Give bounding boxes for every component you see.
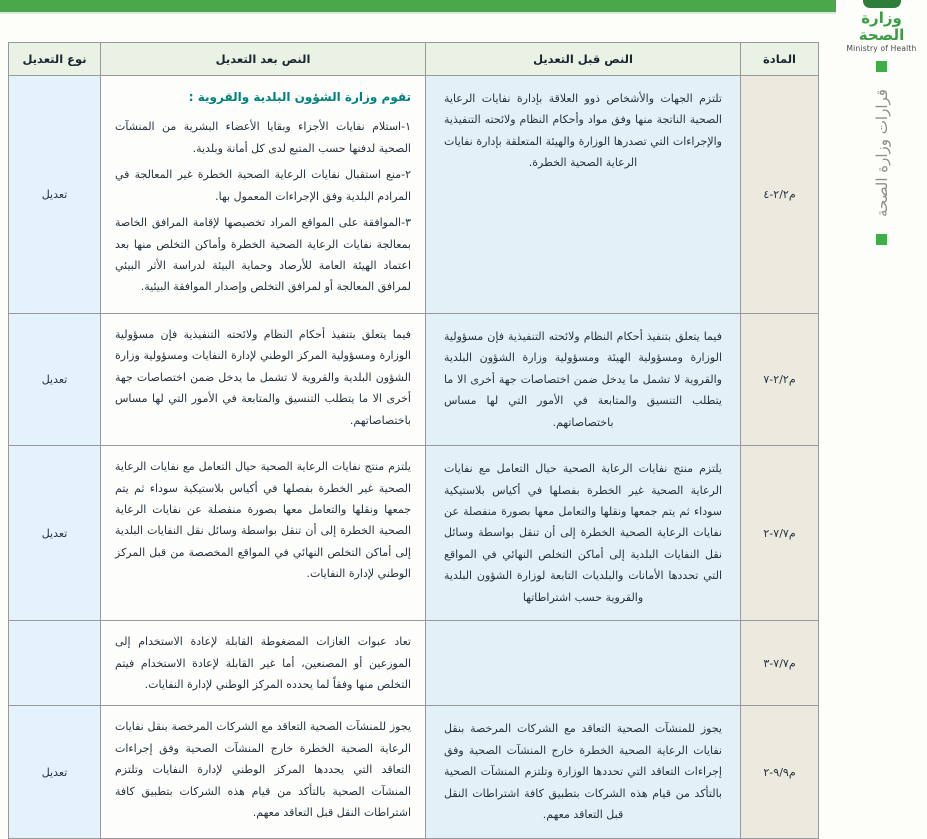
after-text-item: ٢-منع استقبال نفايات الرعاية الصحية الخطرة غير المعالجة في المرادم البلدية وفق الإجراءات المعمول بها. [115, 168, 411, 203]
table-row [9, 446, 819, 621]
text-before-amendment: فيما يتعلق بتنفيذ أحكام النظام ولائحته التنفيذية فإن مسؤولية الوزارة ومسؤولية الهيئة ومسؤولية وزارة الشؤون البلدية والقروية لا تشمل ما يدخل ضمن اختصاصات جهة أخرى الا ما يتطلب التنسيق والمتابعة في الأمور التي لها مساس باختصاصاتهم. [426, 313, 741, 445]
text-after-amendment [101, 76, 426, 314]
ministry-name-english: Ministry of Health [846, 44, 917, 53]
table-row [9, 76, 819, 314]
after-text-item: ١-استلام نفايات الأجزاء وبقايا الأعضاء البشرية من المنشآت الصحية لدفنها حسب المتبع لدى كل أمانة وبلدية. [115, 120, 411, 155]
article-number: م٧/٧-٢ [741, 446, 819, 621]
table-row [9, 313, 819, 445]
branding-sidebar [836, 0, 927, 690]
green-square-bottom [876, 234, 887, 245]
amendment-type: تعديل [9, 313, 101, 445]
article-number: م٧/٧-٣ [741, 621, 819, 706]
amendments-table [8, 42, 819, 839]
text-before-amendment: تلتزم الجهات والأشخاص ذوو العلاقة بإدارة نفايات الرعاية الصحية الناتجة منها وفق مواد وأحكام النظام ولائحته التنفيذية والإجراءات التي تصدرها الوزارة والهيئة المتعلقة بإدارة نفايات الرعاية الصحية الخطرة. [426, 76, 741, 314]
text-before-amendment: يجوز للمنشآت الصحية التعاقد مع الشركات المرخصة بنقل نفايات الرعاية الصحية الخطرة خارج المنشآت الصحية وفق إجراءات التعاقد التي تحددها الوزارة وتلتزم المنشآت الصحية بالتأكد من قيام هذه الشركات بتطبيق كافة اشتراطات النقل قبل التعاقد معهم. [426, 706, 741, 838]
article-number: م٩/٩-٢ [741, 706, 819, 838]
top-green-bar [0, 0, 836, 14]
ministry-name-arabic: وزارة الصحة [858, 9, 905, 44]
amendment-type: تعديل [9, 76, 101, 314]
amendment-type [9, 621, 101, 706]
header-article: المادة [741, 43, 819, 76]
article-number: م٢/٢-٤ [741, 76, 819, 314]
text-after-amendment: تعاد عبوات الغازات المضغوطة القابلة لإعادة الاستخدام إلى الموزعين أو المصنعين، أما غير القابلة لإعادة الاستخدام فيتم التخلص منها وفقاً لما يحدده المركز الوطني لإدارة النفايات. [101, 621, 426, 706]
text-after-amendment: يجوز للمنشآت الصحية التعاقد مع الشركات المرخصة بنقل نفايات الرعاية الصحية الخطرة خارج المنشآت الصحية وفق إجراءات التعاقد التي يحددها المركز الوطني لإدارة النفايات وتلتزم المنشآت الصحية بالتأكد من قيام هذه الشركات بتطبيق كافة اشتراطات النقل قبل التعاقد معهم. [101, 706, 426, 838]
table-row [9, 621, 819, 706]
amendment-type: تعديل [9, 446, 101, 621]
header-type: نوع التعديل [9, 43, 101, 76]
table-row [9, 706, 819, 838]
sidebar-vertical-title [862, 78, 902, 228]
text-before-amendment: يلتزم منتج نفايات الرعاية الصحية حيال التعامل مع نفايات الرعاية الصحية غير الخطرة بفصلها في أكياس بلاستيكية سوداء ثم يتم جمعها ونقلها والتعامل معها بصورة منفصلة عن نفايات الرعاية الصحية الخطرة إلى أن تنقل بواسطة وسائل نقل النفايات البلدية إلى أماكن التخلص النهائي في المواقع التي تحددها الأمانات والبلديات التابعة لوزارة الشؤون البلدية والقروية حسب اشتراطاتها [426, 446, 741, 621]
after-text-item: ٣-الموافقة على المواقع المراد تخصيصها لإقامة المرافق الخاصة بمعالجة نفايات الرعاية الصحية الخطرة وأماكن التخلص منها بعد اعتماد الهيئة العامة للأرصاد وحماية البيئة لدراسة الأثر البيئي لمرافق المعالجة أو لمرافق التخلص وإصدار الموافقة البيئية. [115, 216, 411, 294]
text-before-amendment [426, 621, 741, 706]
text-after-amendment: فيما يتعلق بتنفيذ أحكام النظام ولائحته التنفيذية فإن مسؤولية الوزارة ومسؤولية المركز الوطني لإدارة النفايات ومسؤولية وزارة الشؤون البلدية والقروية لا تشمل ما يدخل ضمن اختصاصات جهة أخرى الا ما يتطلب التنسيق والمتابعة في الأمور التي لها مساس باختصاصاتهم. [101, 313, 426, 445]
text-after-amendment: يلتزم منتج نفايات الرعاية الصحية حيال التعامل مع نفايات الرعاية الصحية غير الخطرة بفصلها في أكياس بلاستيكية سوداء ثم يتم جمعها ونقلها والتعامل معها بصورة منفصلة عن نفايات الرعاية الصحية الخطرة إلى أن تنقل بواسطة وسائل نقل النفايات البلدية إلى أماكن التخلص النهائي في المواقع المخصصة من قبل المركز الوطني لإدارة النفايات. [101, 446, 426, 621]
amendment-type: تعديل [9, 706, 101, 838]
header-after: النص بعد التعديل [101, 43, 426, 76]
after-text-heading: تقوم وزارة الشؤون البلدية والقروية : [188, 90, 411, 104]
moh-emblem-icon [863, 0, 901, 8]
green-square-top [876, 61, 887, 72]
header-before: النص قبل التعديل [426, 43, 741, 76]
table-header-row [9, 43, 819, 76]
article-number: م٢/٢-٧ [741, 313, 819, 445]
sidebar-vertical-title-text: قرارات وزارة الصحة [872, 89, 891, 217]
